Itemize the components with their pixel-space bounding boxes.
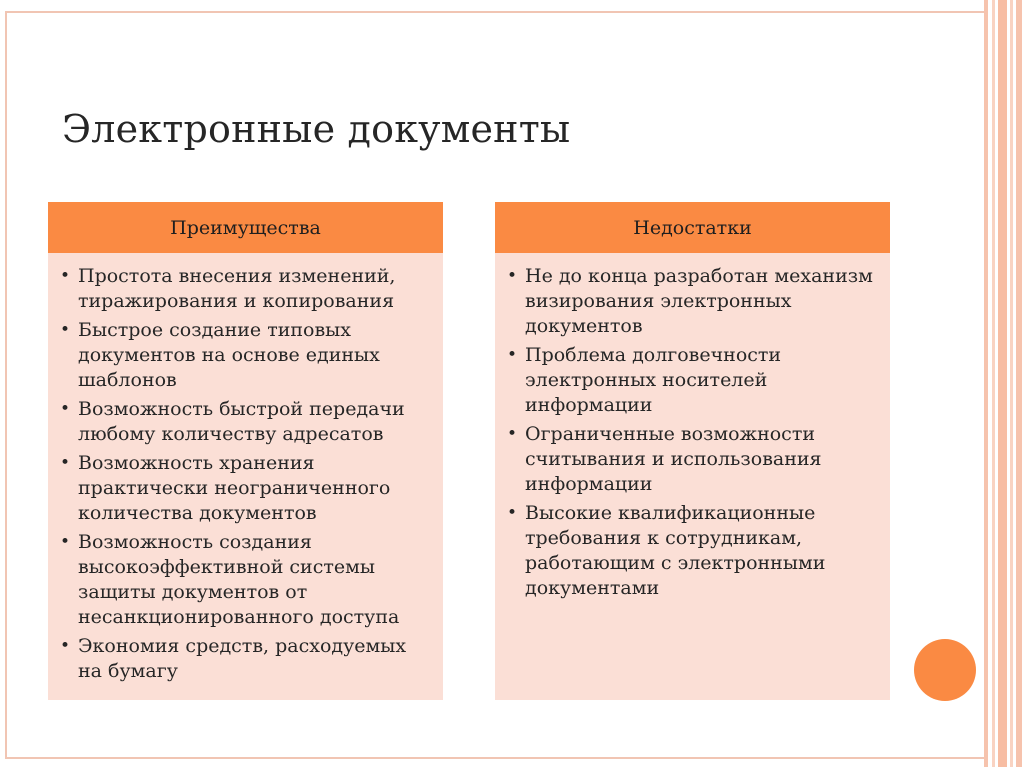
list-item: • Проблема долговечности электронных носителей информации: [507, 344, 782, 416]
disadvantages-list: [495, 253, 890, 601]
decorative-stripes: [984, 0, 1024, 767]
bullet-icon: •: [507, 424, 518, 444]
bullet-icon: •: [60, 266, 71, 286]
bullet-icon: •: [507, 503, 518, 523]
list-item: • Не до конца разработан механизм визирования электронных документов: [507, 265, 873, 337]
disadvantages-box: [495, 202, 890, 700]
list-item: • Ограниченные возможности считывания и использования информации: [507, 423, 822, 495]
bullet-icon: •: [60, 636, 71, 656]
list-item: • Экономия средств, расходуемых на бумагу: [60, 635, 407, 682]
advantages-box: [48, 202, 443, 700]
bullet-icon: •: [60, 532, 71, 552]
list-item: • Простота внесения изменений, тиражирования и копирования: [60, 265, 396, 312]
disadvantages-header: Недостатки: [495, 202, 890, 253]
list-item: • Возможность создания высокоэффективной системы защиты документов от несанкционированного доступа: [60, 531, 400, 628]
bullet-icon: •: [507, 266, 518, 286]
advantages-list: [48, 253, 443, 684]
slide-title: Электронные документы: [62, 107, 571, 151]
list-item: • Быстрое создание типовых документов на основе единых шаблонов: [60, 319, 380, 391]
decorative-circle: [914, 639, 976, 701]
bullet-icon: •: [60, 399, 71, 419]
bullet-icon: •: [60, 453, 71, 473]
advantages-header: Преимущества: [48, 202, 443, 253]
list-item: • Высокие квалификационные требования к сотрудникам, работающим с электронными документами: [507, 502, 826, 599]
list-item: • Возможность хранения практически неограниченного количества документов: [60, 452, 391, 524]
bullet-icon: •: [60, 320, 71, 340]
bullet-icon: •: [507, 345, 518, 365]
list-item: • Возможность быстрой передачи любому количеству адресатов: [60, 398, 405, 445]
